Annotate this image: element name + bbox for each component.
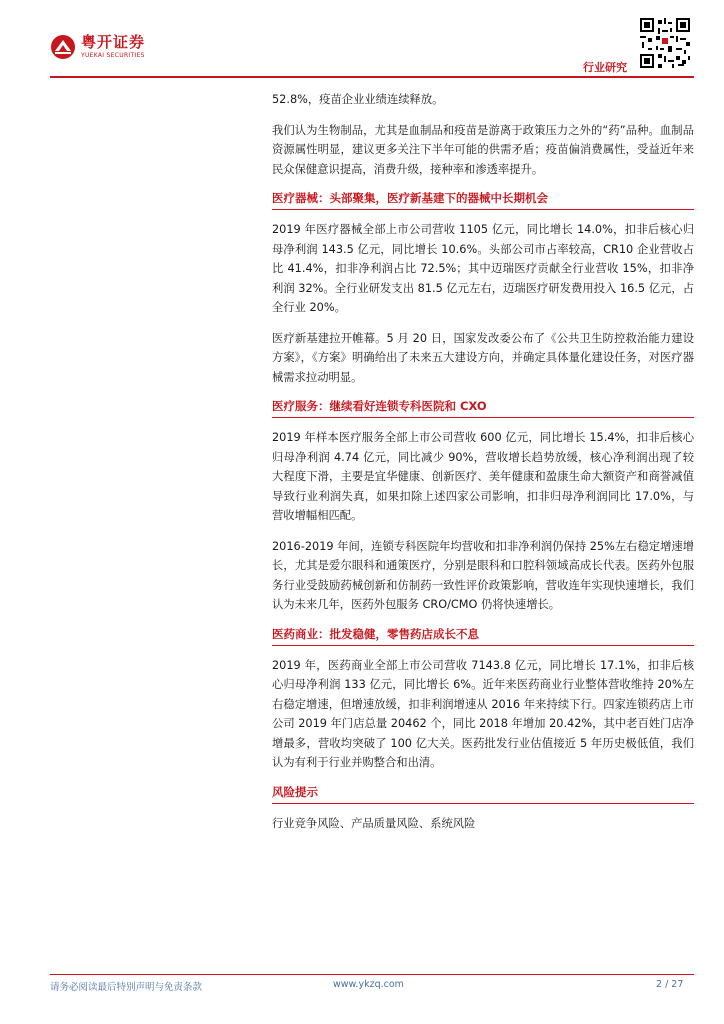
footer-page-number: 2 / 27 [656, 979, 684, 990]
section-heading-risk-warning: 风险提示 [272, 784, 694, 804]
report-body [272, 90, 694, 844]
header-divider [50, 76, 694, 78]
paragraph-vaccine-performance: 52.8%，疫苗企业业绩连续释放。 [272, 93, 444, 106]
logo-english-name: YUEKAI SECURITIES [81, 52, 145, 59]
paragraph-biologics-view: 我们认为生物制品，尤其是血制品和疫苗是游离于政策压力之外的“药”品种。血制品资源属性明显，建议更多关注下半年可能的供需矛盾；疫苗偏消费属性，受益近年来民众保健意识提高，消费升级，接种率和渗透率提升。 [272, 123, 694, 176]
paragraph-services-2019-results: 2019 年样本医疗服务全部上市公司营收 600 亿元，同比增长 15.4%，扣非后核心归母净利润 4.74 亿元，同比减少 90%，营收增长趋势放缓，核心净利润出现了较大程度下滑，主要是宜华健康、创新医疗、美年健康和盈康生命大额资产和商誉减值导致行业利润失真，如果扣除上述四家公司影响，扣非归母净利润同比 17.0%，与营收增幅相匹配。 [272, 431, 694, 522]
paragraph-commerce-2019-results: 2019 年，医药商业全部上市公司营收 7143.8 亿元，同比增长 17.1%，扣非后核心归母净利润 133 亿元，同比增长 6%。近年来医药商业行业整体营收维持 20%左右稳定增速，但增速放缓，扣非利润增速从 2016 年来持续下行。四家连锁药店上市公司 2019 年门店总量 20462 个，同比 2018 年增加 20.42%，其中老百姓门店净增最多，营收均突破了 100 亿大关。医药批发行业估值接近 5 年历史极低值，我们认为有利于行业并购整合和出清。 [272, 658, 694, 769]
company-logo [50, 34, 145, 60]
footer-disclaimer: 请务必阅读最后特别声明与免责条款 [50, 982, 203, 993]
section-heading-pharma-commerce: 医药商业：批发稳健，零售药店成长不息 [272, 626, 694, 646]
section-heading-medical-services: 医疗服务：继续看好连锁专科医院和 CXO [272, 398, 694, 418]
document-type-label: 行业研究 [583, 61, 627, 74]
logo-chinese-name: 粤开证券 [81, 33, 146, 51]
page-header [0, 0, 724, 80]
qr-code-icon [640, 18, 690, 68]
section-heading-medical-devices: 医疗器械：头部聚集，医疗新基建下的器械中长期机会 [272, 190, 694, 210]
paragraph-chain-hospitals-cxo: 2016-2019 年间，连锁专科医院年均营收和扣非净利润仍保持 25%左右稳定增速增长，尤其是爱尔眼科和通策医疗，分别是眼科和口腔科领域高成长代表。医药外包服务行业受鼓励药械创新和仿制药一致性评价政策影响，营收连年实现快速增长，我们认为未来几年，医药外包服务 CRO/CMO 仍将快速增长。 [272, 539, 694, 611]
paragraph-risk-list: 行业竞争风险、产品质量风险、系统风险 [272, 816, 476, 830]
yuekai-logo-icon [50, 34, 76, 60]
paragraph-new-infrastructure: 医疗新基建拉开帷幕。5 月 20 日，国家发改委公布了《公共卫生防控救治能力建设方案》，《方案》明确给出了未来五大建设方向，并确定具体量化建设任务，对医疗器械需求拉动明显。 [272, 331, 694, 384]
footer-divider [50, 974, 694, 975]
paragraph-devices-2019-results: 2019 年医疗器械全部上市公司营收 1105 亿元，同比增长 14.0%，扣非后核心归母净利润 143.5 亿元，同比增长 10.6%。头部公司市占率较高，CR10 企业营收占比 41.4%，扣非净利润占比 72.5%；其中迈瑞医疗贡献全行业营收 15%，扣非净利润 32%。全行业研发支出 81.5 亿元左右，迈瑞医疗研发费用投入 16.5 亿元，占全行业 20%。 [272, 223, 694, 314]
footer-website-link[interactable]: www.ykzq.com [333, 979, 404, 990]
